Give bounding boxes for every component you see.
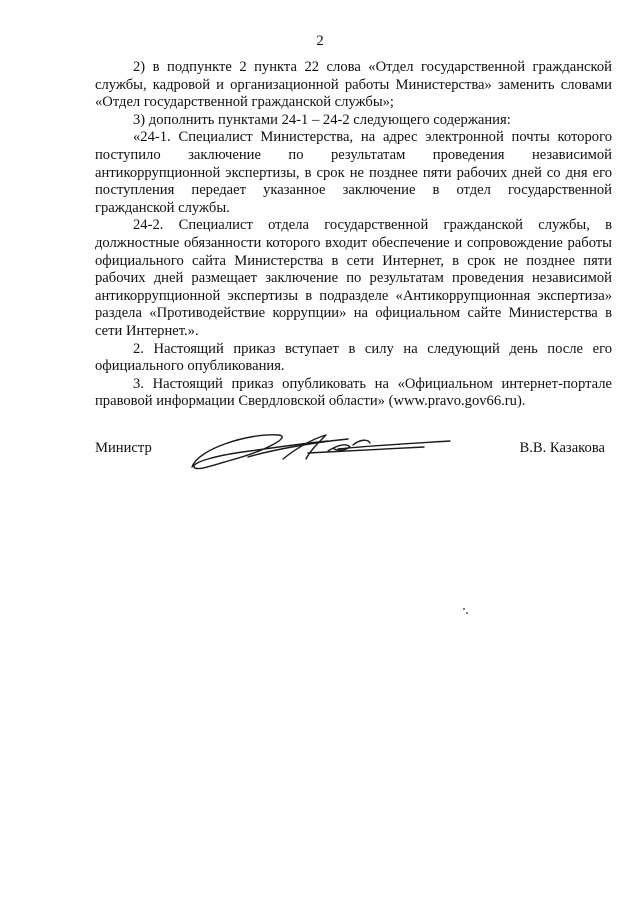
paragraph-amendment-3: 3) дополнить пунктами 24-1 – 24-2 следующего содержания: [133,111,511,128]
paragraph-item-24-1: «24-1. Специалист Министерства, на адрес электронной почты которого поступило заключение по результатам проведения независимой антикоррупционной экспертизы, в срок не позднее пяти рабочих дней со дня его поступления передает указанное заключение в отдел государственной гражданской службы. [95,129,612,216]
page-number: 2 [316,33,324,49]
paragraph-publication: 3. Настоящий приказ опубликовать на «Официальном интернет-портале правовой информации Свердловской области» (www.pravo.gov66.ru). [95,375,612,410]
paragraph-effective-date: 2. Настоящий приказ вступает в силу на следующий день после его официального опубликования. [95,340,612,375]
minister-name: В.В. Казакова [519,440,605,456]
minister-title: Министр [95,440,152,456]
document-body [95,59,612,411]
paragraph-amendment-2: 2) в подпункте 2 пункта 22 слова «Отдел государственной гражданской службы, кадровой и организационной работы Министерства» заменить словами «Отдел государственной гражданской службы»; [95,59,612,111]
handwritten-signature [188,429,458,479]
scan-artifact [466,612,468,614]
paragraph-item-24-2: 24-2. Специалист отдела государственной гражданской службы, в должностные обязанности которого входит обеспечение и сопровождение работы официального сайта Министерства в сети Интернет, в срок не позднее пяти рабочих дней размещает заключение по результатам проведения независимой антикоррупционной экспертизы в подразделе «Антикоррупционная экспертиза» раздела «Противодействие коррупции» на официальном сайте Министерства в сети Интернет.». [95,217,612,339]
scan-artifact [463,608,465,610]
signature-block [95,435,612,485]
